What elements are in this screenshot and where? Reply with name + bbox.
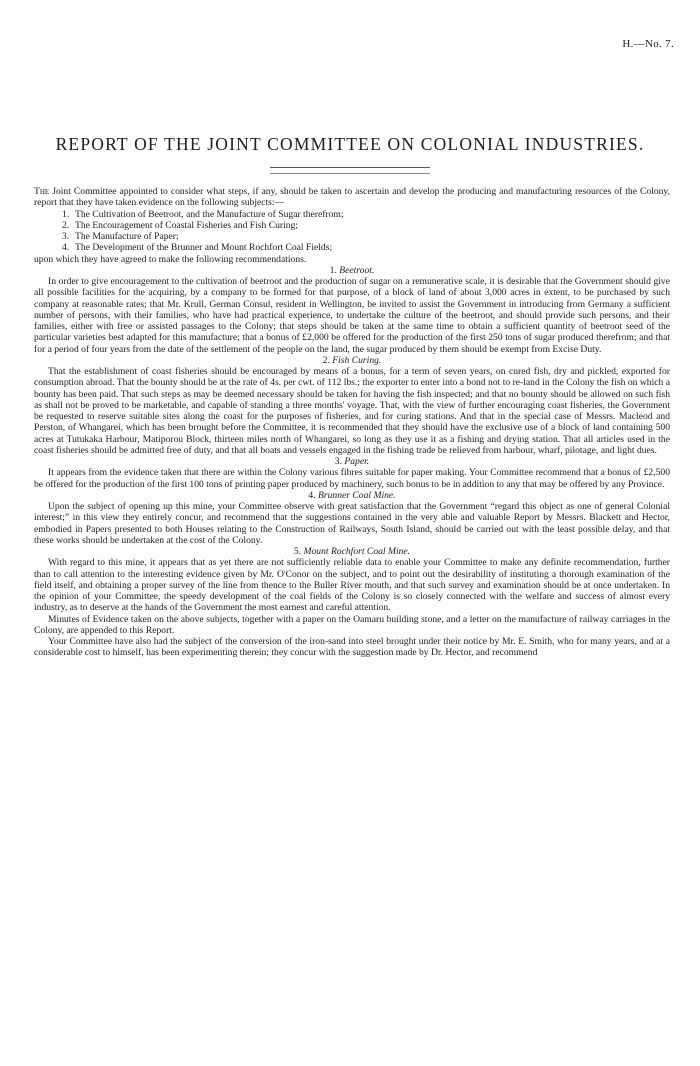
section-paragraph: Your Committee have also had the subject of the conversion of the iron-sand into steel brought under their notice by Mr. E. Smith, who for many years, and at a considerable cost to himself, has been experimenting therein; they concur with the suggestion made by Dr. Hector, and recommend (34, 636, 670, 659)
page-reference: H.—No. 7. (622, 38, 674, 50)
section-number: 4. (308, 489, 316, 501)
report-title: REPORT OF THE JOINT COMMITTEE ON COLONIAL INDUSTRIES. (55, 134, 645, 154)
intro-paragraph (34, 186, 670, 209)
section-title: Fish Curing. (332, 354, 382, 366)
list-item-number: 3. (62, 231, 70, 242)
section-paragraph: With regard to this mine, it appears that as yet there are not sufficiently reliable data to enable your Committee to make any definite recommendation, further than to call attention to the interesting evidence given by Mr. O'Conor on the subject, and to point out the desirability of instituting a thorough examination of the field itself, and obtaining a proper survey of the line from thence to the Buller River mouth, and that such survey and examination should be at once undertaken. In the opinion of your Committee, the speedy development of the coal fields of the Colony is so closely connected with the welfare and success of almost every industry, as to deserve at the hands of the Government the most earnest and careful attention. (34, 557, 670, 614)
section-number: 2. (322, 354, 330, 366)
section-paragraph: Upon the subject of opening up this mine, your Committee observe with great satisfaction that the Government “regard this object as one of general Colonial interest;” in this view they entirely concur, and recommend that the suggestions contained in the very able and valuable Report by Messrs. Blackett and Hector, embodied in Papers presented to both Houses relating to the Construction of Railways, South Island, should be carried out with the least possible delay, and that these works should be undertaken at the cost of the Colony. (34, 501, 670, 546)
section-heading-fish-curing (34, 355, 670, 366)
section-title: Paper. (344, 456, 370, 467)
section-number: 1. (329, 264, 337, 276)
section-number: 3. (334, 456, 342, 467)
list-item-text: The Development of the Brunner and Mount Rochfort Coal Fields; (75, 242, 333, 254)
section-paragraph: Minutes of Evidence taken on the above subjects, together with a paper on the Oamaru building stone, and a letter on the manufacture of railway carriages in the Colony, are appended to this Report. (34, 613, 670, 636)
list-item-text: The Cultivation of Beetroot, and the Manufacture of Sugar therefrom; (75, 208, 344, 220)
list-item-number: 2. (62, 219, 70, 231)
section-paragraph: It appears from the evidence taken that there are within the Colony various fibres suitable for paper making. Your Committee recommend that a bonus of £2,500 be offered for the production of the first 100 tons of printing paper produced by machinery, such bonus to be in addition to any that may be offered by any Province. (34, 467, 670, 490)
section-heading-paper (34, 456, 670, 467)
section-heading-mount-rochfort (34, 546, 670, 557)
report-body (34, 186, 670, 659)
intro-lead-word: The (34, 186, 50, 197)
section-title: Beetroot. (339, 264, 375, 276)
list-item (62, 242, 670, 253)
subject-list (34, 209, 670, 254)
list-item-number: 1. (62, 208, 70, 220)
list-item (62, 231, 670, 242)
list-item-text: The Encouragement of Coastal Fisheries and Fish Curing; (75, 219, 299, 231)
section-heading-brunner (34, 490, 670, 501)
list-item-text: The Manufacture of Paper; (75, 231, 179, 242)
section-number: 5. (293, 546, 302, 557)
section-paragraph: In order to give encouragement to the cultivation of beetroot and the production of sugar on a remunerative scale, it is desirable that the Government should give all possible facilities for the acquiring, by a company to be formed for that purpose, of a block of land of about 3,000 acres in extent, to be purchased by such company at reasonable rates; that Mr. Krull, German Consul, resident in Wellington, be invited to assist the Government in introducing from Germany a sufficient number of persons, with their families, who have had practical experience, to undertake the culture of the beetroot, and should provide such persons, and their families, either with free or assisted passages to the Colony; that steps should be taken at the same time to obtain a sufficient quantity of beetroot seed of the particular varieties best adapted for this manufacture; that a bonus of £2,000 be offered for the production of the first 250 tons of sugar produced therefrom; and that for a period of four years from the date of the settlement of the people on the land, the sugar produced by them should be exempt from Excise Duty. (34, 276, 670, 355)
list-item (62, 209, 670, 220)
section-title: Brunner Coal Mine. (318, 489, 396, 501)
list-item-number: 4. (62, 242, 70, 254)
title-rule (270, 167, 430, 174)
intro-text: Joint Committee appointed to consider what steps, if any, should be taken to ascertain and develop the producing and manufacturing resources of the Colony, report that they have taken evidence on the following subjects:— (34, 186, 670, 209)
section-title: Mount Rochfort Coal Mine. (303, 546, 411, 557)
list-item (62, 220, 670, 231)
intro-close: upon which they have agreed to make the following recommendations. (34, 253, 307, 265)
section-paragraph: That the establishment of coast fisheries should be encouraged by means of a bonus, for a term of seven years, on cured fish, dry and pickled, exported for consumption abroad. That the bounty should be at the rate of 4s. per cwt. of 112 lbs.; the exporter to enter into a bond not to re-land in the Colony the fish on which a bounty has been paid. That such steps as may be deemed necessary should be taken for having the fish inspected; and that no bounty should be allowed on such fish as shall not be proved to be marketable, and capable of standing a three months' voyage. That, with the view of further encouraging coast fisheries, the Government be requested to reserve suitable sites along the coast for the purposes of fisheries, and for curing stations. And that in the special case of Messrs. Macleod and Perston, of Whangarei, which has been brought before the Committee, it is recommended that they should have the exclusive use of a block of land containing 500 acres at Tutukaka Harbour, Matiporou Block, thirteen miles north of Whangarei, so long as they use it as a fishing and drying station. That all articles used in the coast fisheries should be admitted free of duty, and that all boats and vessels engaged in the fishing trade be relieved from harbour, wharf, pilotage, and light dues. (34, 366, 670, 456)
section-heading-beetroot (34, 265, 670, 276)
